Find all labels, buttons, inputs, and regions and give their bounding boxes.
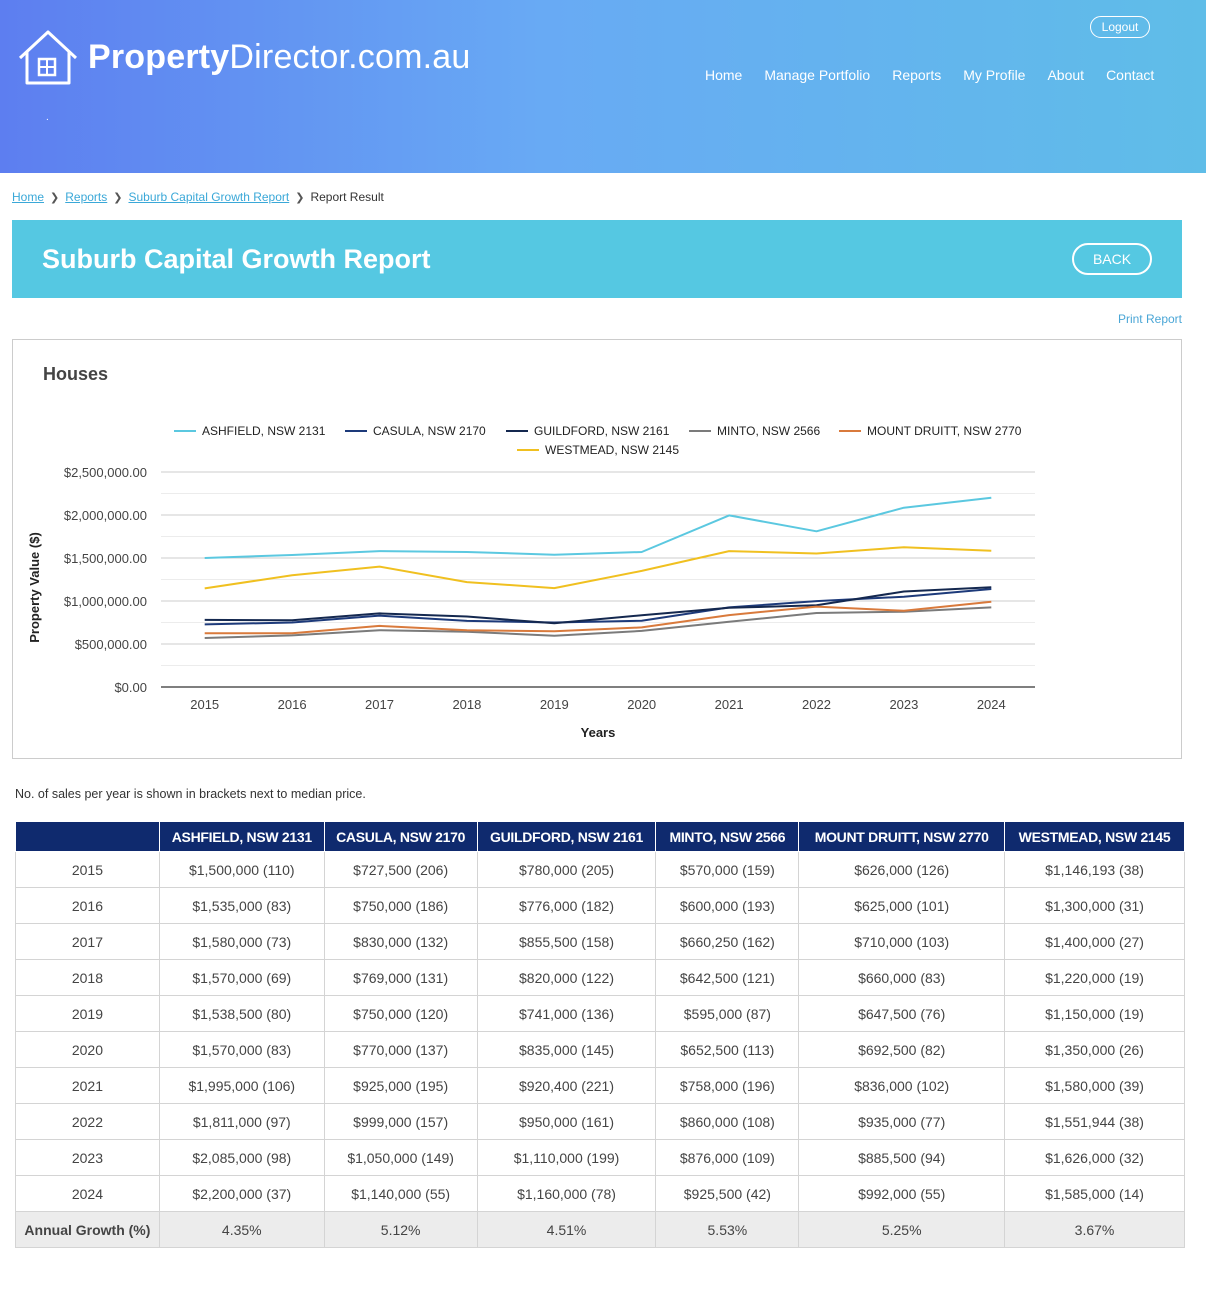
chart-card [12, 339, 1182, 759]
table-header-cell: CASULA, NSW 2170 [324, 822, 477, 852]
legend-label: ASHFIELD, NSW 2131 [202, 424, 326, 438]
table-row [16, 1104, 1185, 1140]
y-tick-label: $2,500,000.00 [63, 465, 147, 480]
table-cell: $1,150,000 (19) [1005, 996, 1185, 1032]
breadcrumb-reports[interactable]: Reports [65, 190, 108, 204]
annual-growth-cell: 4.35% [159, 1212, 324, 1248]
table-cell: $1,538,500 (80) [159, 996, 324, 1032]
table-row [16, 924, 1185, 960]
table-cell: $780,000 (205) [477, 852, 656, 888]
table-cell: $1,580,000 (73) [159, 924, 324, 960]
table-cell: $1,995,000 (106) [159, 1068, 324, 1104]
table-cell: $1,585,000 (14) [1005, 1176, 1185, 1212]
legend-label: WESTMEAD, NSW 2145 [545, 443, 680, 457]
x-tick-label: 2020 [627, 697, 657, 712]
table-cell: $1,146,193 (38) [1005, 852, 1185, 888]
table-year-cell: 2020 [16, 1032, 160, 1068]
table-cell: $625,000 (101) [799, 888, 1005, 924]
sales-note: No. of sales per year is shown in brackets next to median price. [15, 787, 366, 801]
legend-label: GUILDFORD, NSW 2161 [534, 424, 670, 438]
table-header-cell: WESTMEAD, NSW 2145 [1005, 822, 1185, 852]
table-cell: $855,500 (158) [477, 924, 656, 960]
table-row [16, 996, 1185, 1032]
house-logo-icon [16, 28, 80, 86]
annual-growth-cell: 5.53% [656, 1212, 799, 1248]
main-nav [694, 67, 1165, 83]
table-cell: $1,140,000 (55) [324, 1176, 477, 1212]
chevron-right-icon: ❯ [50, 191, 60, 204]
table-cell: $1,220,000 (19) [1005, 960, 1185, 996]
table-header-row [16, 822, 1185, 852]
chart-title: Houses [43, 364, 109, 384]
table-cell: $1,551,944 (38) [1005, 1104, 1185, 1140]
table-cell: $1,160,000 (78) [477, 1176, 656, 1212]
breadcrumb-home[interactable]: Home [12, 190, 45, 204]
table-cell: $1,535,000 (83) [159, 888, 324, 924]
annual-growth-cell: 5.25% [799, 1212, 1005, 1248]
x-tick-label: 2018 [452, 697, 482, 712]
table-cell: $626,000 (126) [799, 852, 1005, 888]
nav-manage-portfolio[interactable]: Manage Portfolio [764, 67, 871, 83]
table-cell: $741,000 (136) [477, 996, 656, 1032]
table-cell: $1,300,000 (31) [1005, 888, 1185, 924]
table-cell: $770,000 (137) [324, 1032, 477, 1068]
nav-reports[interactable]: Reports [892, 67, 942, 83]
nav-home[interactable]: Home [705, 67, 743, 83]
table-cell: $925,500 (42) [656, 1176, 799, 1212]
x-tick-label: 2022 [802, 697, 831, 712]
y-tick-label: $0.00 [114, 680, 147, 695]
table-cell: $1,350,000 (26) [1005, 1032, 1185, 1068]
line-chart [13, 340, 1181, 758]
brand-name-rest: Director.com.au [229, 37, 471, 76]
brand-name-bold: Property [88, 37, 230, 76]
table-cell: $1,570,000 (83) [159, 1032, 324, 1068]
table-header-cell: GUILDFORD, NSW 2161 [477, 822, 656, 852]
table-cell: $1,811,000 (97) [159, 1104, 324, 1140]
table-cell: $776,000 (182) [477, 888, 656, 924]
table-year-cell: 2018 [16, 960, 160, 996]
table-cell: $600,000 (193) [656, 888, 799, 924]
table-cell: $660,000 (83) [799, 960, 1005, 996]
table-cell: $710,000 (103) [799, 924, 1005, 960]
series-line [205, 587, 992, 623]
table-year-cell: 2016 [16, 888, 160, 924]
x-tick-label: 2015 [190, 697, 220, 712]
x-tick-label: 2023 [889, 697, 919, 712]
y-tick-label: $1,000,000.00 [63, 594, 147, 609]
site-logo[interactable] [16, 28, 471, 86]
table-row [16, 1140, 1185, 1176]
decorative-dot: . [46, 112, 49, 123]
x-tick-label: 2024 [976, 697, 1006, 712]
table-cell: $999,000 (157) [324, 1104, 477, 1140]
back-button[interactable]: BACK [1072, 243, 1152, 275]
table-cell: $1,626,000 (32) [1005, 1140, 1185, 1176]
table-row [16, 1068, 1185, 1104]
table-cell: $647,500 (76) [799, 996, 1005, 1032]
y-tick-label: $2,000,000.00 [63, 508, 147, 523]
annual-growth-cell: 5.12% [324, 1212, 477, 1248]
table-cell: $836,000 (102) [799, 1068, 1005, 1104]
breadcrumb [12, 190, 384, 204]
page-title: Suburb Capital Growth Report [42, 243, 431, 274]
table-cell: $595,000 (87) [656, 996, 799, 1032]
brand-name [88, 38, 471, 77]
table-cell: $925,000 (195) [324, 1068, 477, 1104]
x-tick-label: 2016 [277, 697, 307, 712]
table-cell: $935,000 (77) [799, 1104, 1005, 1140]
table-cell: $727,500 (206) [324, 852, 477, 888]
breadcrumb-current: Report Result [310, 190, 384, 204]
table-header-cell: MOUNT DRUITT, NSW 2770 [799, 822, 1005, 852]
table-year-cell: 2022 [16, 1104, 160, 1140]
table-cell: $992,000 (55) [799, 1176, 1005, 1212]
table-cell: $642,500 (121) [656, 960, 799, 996]
table-cell: $750,000 (120) [324, 996, 477, 1032]
table-header-cell: MINTO, NSW 2566 [656, 822, 799, 852]
table-row [16, 852, 1185, 888]
table-cell: $1,500,000 (110) [159, 852, 324, 888]
title-banner [12, 220, 1182, 298]
annual-growth-cell: 3.67% [1005, 1212, 1185, 1248]
table-cell: $920,400 (221) [477, 1068, 656, 1104]
table-cell: $885,500 (94) [799, 1140, 1005, 1176]
table-year-cell: 2019 [16, 996, 160, 1032]
table-cell: $820,000 (122) [477, 960, 656, 996]
annual-growth-label: Annual Growth (%) [16, 1212, 160, 1248]
table-year-cell: 2017 [16, 924, 160, 960]
table-cell: $758,000 (196) [656, 1068, 799, 1104]
annual-growth-row [16, 1212, 1185, 1248]
table-cell: $769,000 (131) [324, 960, 477, 996]
table-year-cell: 2015 [16, 852, 160, 888]
table-cell: $950,000 (161) [477, 1104, 656, 1140]
table-header-blank [16, 822, 160, 852]
table-cell: $2,200,000 (37) [159, 1176, 324, 1212]
table-cell: $660,250 (162) [656, 924, 799, 960]
table-row [16, 960, 1185, 996]
x-axis-label: Years [580, 725, 616, 740]
table-cell: $876,000 (109) [656, 1140, 799, 1176]
chevron-right-icon: ❯ [295, 191, 305, 204]
table-cell: $835,000 (145) [477, 1032, 656, 1068]
table-cell: $652,500 (113) [656, 1032, 799, 1068]
logout-button[interactable]: Logout [1090, 16, 1150, 38]
table-row [16, 1176, 1185, 1212]
y-axis-label: Property Value ($) [27, 532, 42, 643]
annual-growth-cell: 4.51% [477, 1212, 656, 1248]
nav-my-profile[interactable]: My Profile [963, 67, 1026, 83]
legend-label: CASULA, NSW 2170 [373, 424, 486, 438]
table-cell: $860,000 (108) [656, 1104, 799, 1140]
nav-about[interactable]: About [1047, 67, 1085, 83]
table-year-cell: 2021 [16, 1068, 160, 1104]
table-cell: $1,580,000 (39) [1005, 1068, 1185, 1104]
table-cell: $1,400,000 (27) [1005, 924, 1185, 960]
table-cell: $2,085,000 (98) [159, 1140, 324, 1176]
legend-label: MINTO, NSW 2566 [717, 424, 821, 438]
table-year-cell: 2023 [16, 1140, 160, 1176]
table-cell: $750,000 (186) [324, 888, 477, 924]
x-tick-label: 2017 [365, 697, 394, 712]
nav-contact[interactable]: Contact [1106, 67, 1155, 83]
y-tick-label: $1,500,000.00 [63, 551, 147, 566]
breadcrumb-suburb-report[interactable]: Suburb Capital Growth Report [128, 190, 290, 204]
print-report-link[interactable]: Print Report [1117, 312, 1182, 326]
table-year-cell: 2024 [16, 1176, 160, 1212]
growth-table [15, 821, 1185, 1248]
table-row [16, 888, 1185, 924]
table-cell: $692,500 (82) [799, 1032, 1005, 1068]
x-tick-label: 2019 [539, 697, 569, 712]
chevron-right-icon: ❯ [113, 191, 123, 204]
table-cell: $1,110,000 (199) [477, 1140, 656, 1176]
y-tick-label: $500,000.00 [74, 637, 147, 652]
x-tick-label: 2021 [714, 697, 744, 712]
table-cell: $570,000 (159) [656, 852, 799, 888]
table-cell: $1,570,000 (69) [159, 960, 324, 996]
table-row [16, 1032, 1185, 1068]
table-header-cell: ASHFIELD, NSW 2131 [159, 822, 324, 852]
table-cell: $1,050,000 (149) [324, 1140, 477, 1176]
site-header [0, 0, 1206, 173]
legend-label: MOUNT DRUITT, NSW 2770 [867, 424, 1022, 438]
table-cell: $830,000 (132) [324, 924, 477, 960]
